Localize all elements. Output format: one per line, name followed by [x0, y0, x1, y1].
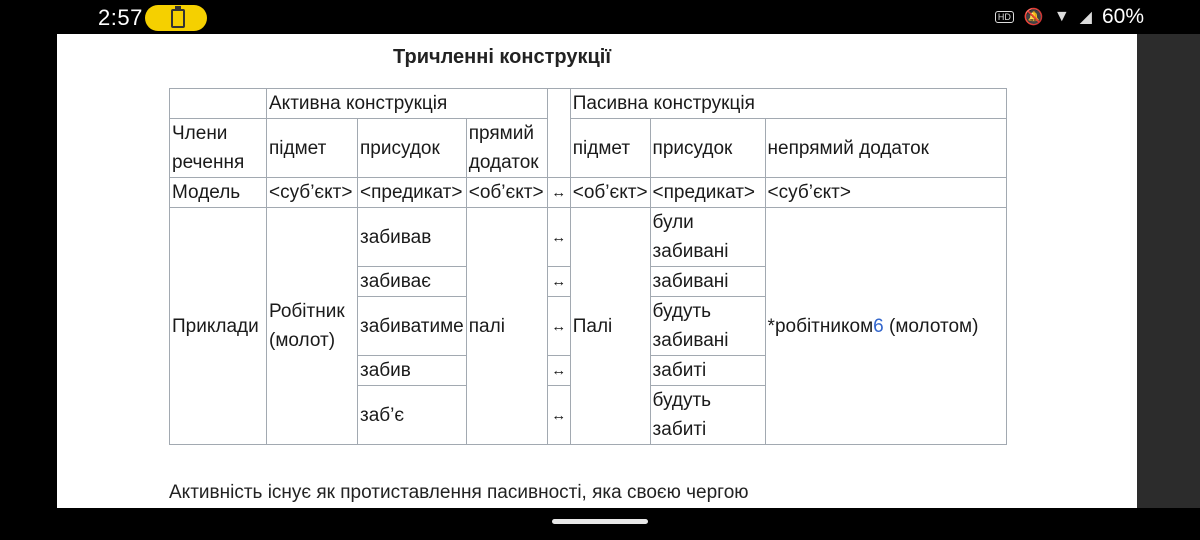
passive-predicate-col: присудок — [650, 119, 765, 178]
examples-passive-subject: Палі — [570, 208, 650, 445]
status-bar — [0, 0, 1200, 34]
model-predicate: <предикат> — [358, 178, 467, 208]
right-margin — [1137, 34, 1200, 508]
example-passive-predicate: були забивані — [650, 208, 765, 267]
hd-voice-icon: HD — [995, 11, 1014, 23]
footnote-link[interactable]: 6 — [873, 315, 884, 337]
signal-icon: ◢ — [1079, 9, 1092, 26]
active-predicate-col: присудок — [358, 119, 467, 178]
left-margin — [0, 34, 57, 508]
model-passive-subject: <суб’єкт> — [765, 178, 1006, 208]
arrow-cell: ↔ — [547, 267, 570, 297]
navigation-bar — [0, 508, 1200, 540]
gesture-handle[interactable] — [552, 519, 648, 524]
notifications-muted-icon: 🔕 — [1023, 9, 1044, 26]
battery-saver-indicator — [145, 5, 207, 31]
table-cell-spacer — [547, 89, 570, 178]
arrow-cell: ↔ — [547, 386, 570, 445]
model-passive-predicate: <предикат> — [650, 178, 765, 208]
examples-object: палі — [466, 208, 547, 445]
body-paragraph: Активність існує як протиставлення пасивності, яка своєю чергою — [169, 482, 749, 503]
article-page — [57, 34, 1137, 508]
constructions-table — [169, 88, 1007, 445]
active-construction-header: Активна конструкція — [267, 89, 548, 119]
passive-construction-header: Пасивна конструкція — [570, 89, 1006, 119]
passive-subject-col: підмет — [570, 119, 650, 178]
example-passive-predicate: забиті — [650, 356, 765, 386]
active-object-col: прямий додаток — [466, 119, 547, 178]
table-cell-empty — [170, 89, 267, 119]
example-active-predicate: забиває — [358, 267, 467, 297]
model-passive-object: <об’єкт> — [570, 178, 650, 208]
example-active-predicate: забиватиме — [358, 297, 467, 356]
example-passive-predicate: будуть забивані — [650, 297, 765, 356]
arrow-cell: ↔ — [547, 356, 570, 386]
model-subject: <суб’єкт> — [267, 178, 358, 208]
wifi-icon: ▼ — [1053, 8, 1070, 25]
battery-icon — [171, 9, 185, 28]
status-icons — [995, 5, 1144, 29]
section-title: Тричленні конструкції — [393, 46, 611, 68]
model-label: Модель — [170, 178, 267, 208]
model-object: <об’єкт> — [466, 178, 547, 208]
arrow-cell: ↔ — [547, 297, 570, 356]
example-passive-predicate: будуть забиті — [650, 386, 765, 445]
example-active-predicate: заб’є — [358, 386, 467, 445]
example-passive-predicate: забивані — [650, 267, 765, 297]
agent-suffix: (молотом) — [883, 315, 979, 337]
examples-label: Приклади — [170, 208, 267, 445]
status-time: 2:57 — [98, 5, 143, 30]
examples-subject: Робітник (молот) — [267, 208, 358, 445]
arrow-cell: ↔ — [547, 178, 570, 208]
table-row-example — [170, 208, 1007, 267]
active-subject-col: підмет — [267, 119, 358, 178]
agent-text: *робітником — [767, 315, 874, 337]
examples-agent — [765, 208, 1006, 445]
table-row-members — [170, 119, 1007, 178]
battery-percent: 60% — [1101, 5, 1144, 28]
example-active-predicate: забивав — [358, 208, 467, 267]
table-header-row — [170, 89, 1007, 119]
arrow-cell: ↔ — [547, 208, 570, 267]
table-row-model — [170, 178, 1007, 208]
members-label: Члени речення — [170, 119, 267, 178]
passive-agent-col: непрямий додаток — [765, 119, 1006, 178]
example-active-predicate: забив — [358, 356, 467, 386]
